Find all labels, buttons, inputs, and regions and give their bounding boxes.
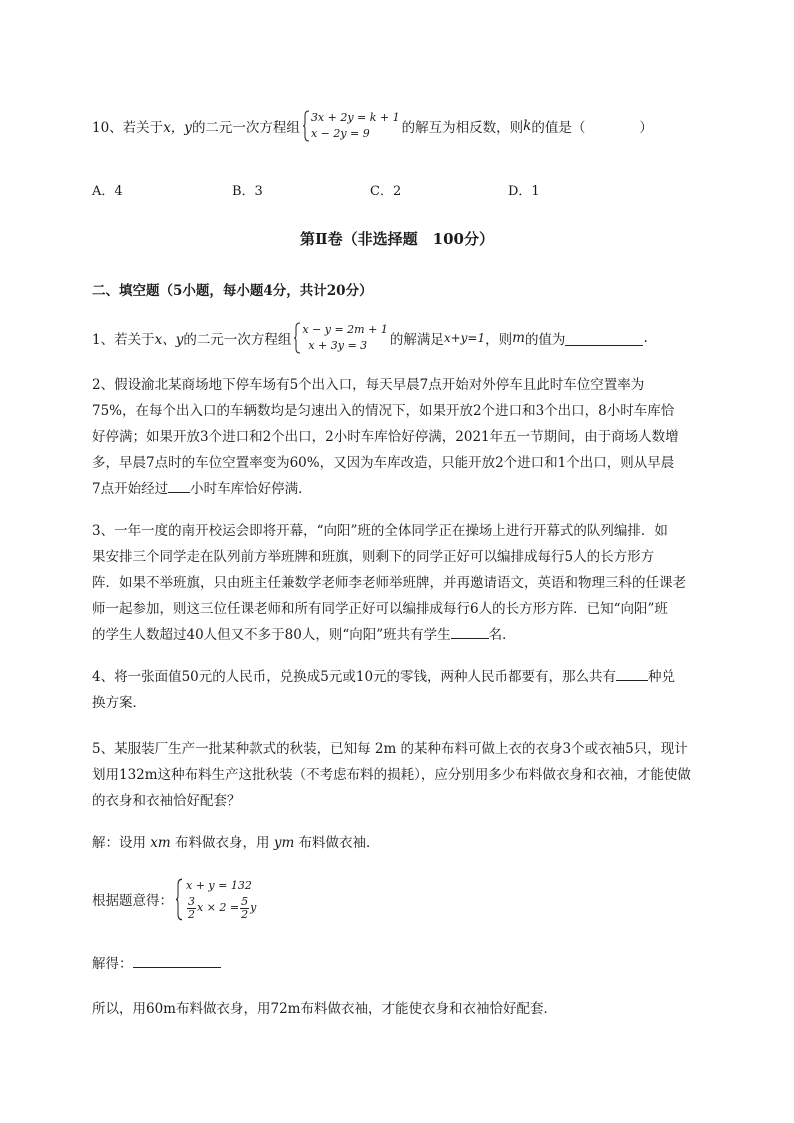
sol-eq2-mid: x × 2 = xyxy=(197,901,240,914)
question-5 xyxy=(92,736,717,814)
sol-eq1: x + y = 132 xyxy=(186,878,252,892)
sol-setup-a: 解：设用 xyxy=(92,835,146,851)
q5-line-1: 5、某服装厂生产一批某种款式的秋装，已知每 2m 的某种布料可做上衣的衣身3个或衣袖5只，现计 xyxy=(92,741,688,757)
choice-a[interactable]: A．4 xyxy=(92,184,123,199)
question-4 xyxy=(92,664,717,716)
q2-line-3: 好停满；如果开放3个进口和2个出口，2小时车库恰好停满，2021年五一节期间，由于商场人数增 xyxy=(92,429,679,445)
q1-end: . xyxy=(643,330,648,346)
q5-line-2: 划用132m这种布料生产这批秋装（不考虑布料的损耗），应分别用多少布料做衣身和衣袖，才能使做 xyxy=(92,767,691,783)
question-3 xyxy=(92,518,717,648)
sol-by-meaning: 根据题意得： xyxy=(92,893,173,909)
q1-vars: x、y xyxy=(154,332,184,348)
q3-answer-blank[interactable] xyxy=(451,624,489,639)
q4-line-1 xyxy=(92,664,717,690)
left-brace-icon xyxy=(175,878,183,921)
solution-equations xyxy=(92,870,717,928)
q4-answer-blank[interactable] xyxy=(616,666,648,681)
solution-solve xyxy=(92,952,717,972)
q10-eq2: x − 2y = 9 xyxy=(310,127,370,140)
q4-line-1b: 种兑 xyxy=(648,669,676,685)
q2-answer-blank[interactable] xyxy=(168,478,190,493)
q10-mid: 的二元一次方程组 xyxy=(191,120,300,136)
q3-line-5b: 名． xyxy=(488,627,516,643)
q3-line-5 xyxy=(92,622,717,648)
sol-setup-c: 布料做衣袖． xyxy=(298,835,380,851)
q1-mid: 的二元一次方程组 xyxy=(183,332,292,348)
q1-eq1: x − y = 2m + 1 xyxy=(302,323,388,336)
q3-line-4: 师一起参加，则这三位任课老师和所有同学正好可以编排成每行6人的长方形方阵．已知“向阳”班 xyxy=(92,601,668,617)
q1-eq2: x + 3y = 3 xyxy=(308,339,368,352)
q1-cond-a: 的解满足 xyxy=(389,332,444,348)
q4-line-1a: 4、将一张面值50元的人民币，兑换成5元或10元的零钱，两种人民币都要有，那么共有 xyxy=(92,669,617,685)
left-brace-icon xyxy=(293,322,301,354)
q10-equation-system xyxy=(302,110,400,142)
q1-cond-b: ，则 xyxy=(485,332,513,348)
q3-line-2: 果安排三个同学走在队列前方举班牌和班旗，则剩下的同学正好可以编排成每行5人的长方形方 xyxy=(92,549,655,565)
sol-frac-1: $\frac{3}{2}$ xyxy=(188,894,195,921)
sol-answer-blank[interactable] xyxy=(133,953,221,968)
q2-line-5b: 小时车库恰好停满． xyxy=(190,481,312,497)
sol-ym: ym xyxy=(273,835,295,851)
q1-equation-system xyxy=(293,322,387,354)
q1-cond-c: 的值为 xyxy=(524,332,566,348)
q10-eq1: 3x + 2y = k + 1 xyxy=(310,111,400,124)
choice-d[interactable]: D．1 xyxy=(508,184,540,199)
q1-answer-blank[interactable] xyxy=(565,331,643,346)
question-1 xyxy=(92,318,717,358)
question-2 xyxy=(92,372,717,502)
section-title: 二、填空题（5小题，每小题4分，共计20分） xyxy=(92,283,373,299)
sol-eq2-end: y xyxy=(250,901,257,914)
question-10 xyxy=(92,106,717,146)
choice-b[interactable]: B．3 xyxy=(232,184,263,199)
sol-solve: 解得： xyxy=(92,956,133,972)
q1-cond-expr: x+y=1 xyxy=(443,331,486,345)
sol-eq2 xyxy=(186,896,256,921)
q5-line-3: 的衣身和衣袖恰好配套？ xyxy=(92,793,241,809)
solution-conclusion: 所以，用60m布料做衣身，用72m布料做衣袖，才能使衣身和衣袖恰好配套． xyxy=(92,1001,557,1017)
sol-xm: xm xyxy=(150,835,171,851)
q10-suffix-a: 的解互为相反数，则 xyxy=(401,120,524,136)
q4-line-2: 换方案． xyxy=(92,695,146,711)
q1-m: m xyxy=(512,330,525,346)
q2-line-4: 多，早晨7点时的车位空置率变为60%，又因为车库改造，只能开放2个进口和1个出口，则从早晨 xyxy=(92,455,675,471)
q2-line-1: 2、假设渝北某商场地下停车场有5个出入口，每天早晨7点开始对外停车且此时车位空置率为 xyxy=(92,377,645,393)
q1-prefix: 1、若关于 xyxy=(92,332,155,348)
q2-line-2: 75%，在每个出入口的车辆数均是匀速出入的情况下，如果开放2个进口和3个出口，8小时车库恰 xyxy=(92,403,675,419)
q3-line-3: 阵．如果不举班旗，只由班主任兼数学老师李老师举班牌，并再邀请语文，英语和物理三科的任课老 xyxy=(92,575,686,591)
q10-prefix: 10、若关于 xyxy=(92,120,164,136)
part-2-title: 第Ⅱ卷（非选择题 100分） xyxy=(300,230,494,248)
q3-line-1: 3、一年一度的南开校运会即将开幕，“向阳”班的全体同学正在操场上进行开幕式的队列编排．如 xyxy=(92,523,668,539)
q2-line-5 xyxy=(92,476,717,502)
sol-equation-system xyxy=(175,878,256,921)
solution-setup xyxy=(92,831,717,851)
q10-k: k xyxy=(523,118,532,134)
left-brace-icon xyxy=(302,110,310,142)
q10-vars: x，y xyxy=(163,120,192,136)
q10-choices xyxy=(92,180,692,200)
q3-line-5a: 的学生人数超过40人但又不多于80人，则“向阳”班共有学生 xyxy=(92,627,451,643)
sol-frac-2: $\frac{5}{2}$ xyxy=(241,894,249,921)
q2-line-5a: 7点开始经过 xyxy=(92,481,169,497)
sol-setup-b: 布料做衣身，用 xyxy=(175,835,270,851)
q10-suffix-b: 的值是（ ） xyxy=(531,120,653,136)
choice-c[interactable]: C．2 xyxy=(370,184,402,199)
